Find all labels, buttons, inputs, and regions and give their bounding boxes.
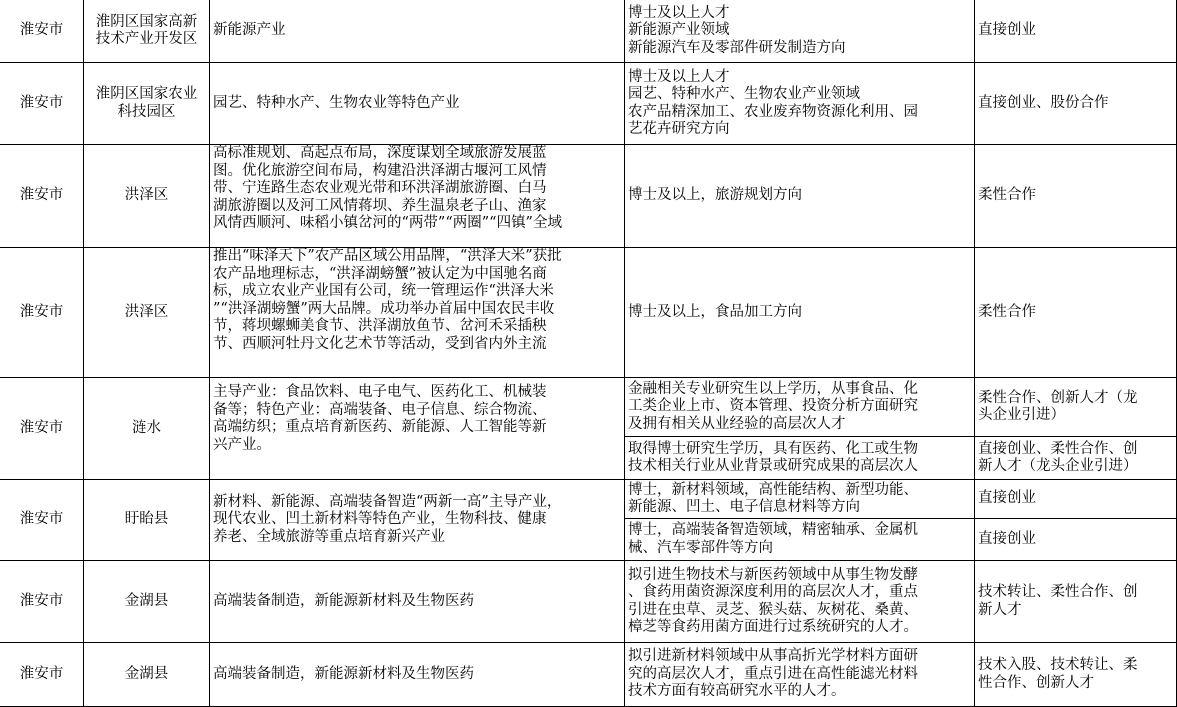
industry-cell-text: 新能源产业	[213, 22, 286, 39]
industry-cell	[210, 480, 625, 561]
talent-requirement-cell	[625, 0, 975, 63]
industry-cell	[210, 63, 625, 145]
district-cell	[84, 480, 210, 561]
talent-requirement-cell	[625, 643, 975, 707]
cooperation-mode-cell	[975, 519, 1177, 561]
city-cell-text: 淮安市	[19, 592, 64, 609]
cooperation-mode-cell-text: 直接创业、股份合作	[978, 94, 1109, 111]
industry-cell-text: 高端装备制造，新能源新材料及生物医药	[213, 665, 474, 682]
industry-cell-text: 主导产业：食品饮料、电子电气、医药化工、机械装 备等；特色产业：高端装备、电子信息、综合物流、 高端纺织；重点培育新医药、新能源、人工智能等新 兴产业。	[213, 384, 547, 453]
district-cell	[84, 561, 210, 643]
industry-cell	[210, 248, 625, 378]
cooperation-mode-cell-text: 技术入股、技术转让、柔 性合作、创新人才	[978, 657, 1138, 691]
district-cell	[84, 378, 210, 480]
district-cell-text: 洪泽区	[124, 303, 169, 320]
city-cell	[0, 378, 84, 480]
cooperation-mode-cell-text: 直接创业	[978, 22, 1036, 39]
talent-requirement-cell-text: 拟引进新材料领域中从事高折光学材料方面研 究的高层次人才，重点引进在高性能滤光材料 技术方面有较高研究水平的人才。	[628, 648, 918, 700]
cooperation-mode-cell	[975, 437, 1177, 480]
district-cell-text: 涟水	[132, 419, 161, 436]
district-cell-text: 淮阴区国家高新 技术产业开发区	[95, 13, 198, 47]
cooperation-mode-cell	[975, 378, 1177, 437]
talent-requirement-cell	[625, 480, 975, 519]
cooperation-mode-cell-text: 直接创业	[978, 530, 1036, 547]
city-cell-text: 淮安市	[19, 511, 64, 528]
city-cell-text: 淮安市	[19, 665, 64, 682]
cooperation-mode-cell	[975, 0, 1177, 63]
cooperation-mode-cell	[975, 63, 1177, 145]
industry-cell-text: 高端装备制造，新能源新材料及生物医药	[213, 592, 474, 609]
cooperation-mode-cell-text: 技术转让、柔性合作、创 新人才	[978, 584, 1138, 618]
city-cell-text: 淮安市	[19, 187, 64, 204]
talent-requirement-cell-text: 博士及以上，食品加工方向	[628, 303, 802, 320]
district-cell	[84, 0, 210, 63]
talent-requirement-cell-text: 取得博士研究生学历，具有医药、化工或生物 技术相关行业从业背景或研究成果的高层次人	[628, 440, 918, 474]
industry-cell	[210, 643, 625, 707]
talent-requirement-cell-text: 博士及以上人才 园艺、特种水产、生物农业产业领域 农产品精深加工、农业废弃物资源化利用、园 艺花卉研究方向	[628, 68, 918, 137]
cooperation-mode-cell	[975, 248, 1177, 378]
industry-cell-text: 推出“味泽天下”农产品区域公用品牌，“洪泽大米”获批 农产品地理标志，“洪泽湖螃蟹”被认定为中国驰名商 标，成立农业产业国有公司，统一管理运作“洪泽大米 ”“洪泽湖螃蟹”两大品牌。成功举办首届中国农民丰收 节，蒋坝螺蛳美食节、洪泽湖放鱼节、岔河禾采插秧 节、西顺河牡丹文化艺术节等活动，受到省内外主流	[213, 248, 562, 352]
city-cell	[0, 643, 84, 707]
cooperation-mode-cell-text: 柔性合作、创新人才（龙 头企业引进）	[978, 389, 1138, 423]
city-cell	[0, 0, 84, 63]
industry-cell	[210, 145, 625, 248]
industry-cell	[210, 0, 625, 63]
city-cell-text: 淮安市	[19, 303, 64, 320]
talent-requirement-cell	[625, 248, 975, 378]
industry-cell	[210, 561, 625, 643]
district-cell-text: 金湖县	[124, 592, 169, 609]
industry-cell-text: 园艺、特种水产、生物农业等特色产业	[213, 94, 460, 111]
cooperation-mode-cell	[975, 561, 1177, 643]
cooperation-mode-cell-text: 直接创业、柔性合作、创 新人才（龙头企业引进）	[978, 440, 1138, 474]
talent-requirement-cell	[625, 378, 975, 437]
cooperation-mode-cell-text: 直接创业	[978, 490, 1036, 507]
cooperation-mode-cell-text: 柔性合作	[978, 303, 1036, 320]
talent-requirement-cell	[625, 519, 975, 561]
city-cell	[0, 561, 84, 643]
talent-requirement-cell	[625, 63, 975, 145]
talent-requirement-cell-text: 金融相关专业研究生以上学历，从事食品、化 工类企业上市、资本管理、投资分析方面研究 及拥有相关从业经验的高层次人才	[628, 380, 918, 432]
talent-requirement-cell	[625, 561, 975, 643]
district-cell-text: 洪泽区	[124, 187, 169, 204]
talent-requirement-cell	[625, 437, 975, 480]
district-cell-text: 金湖县	[124, 665, 169, 682]
talent-requirement-cell-text: 博士及以上人才 新能源产业领域 新能源汽车及零部件研发制造方向	[628, 4, 846, 56]
talent-requirement-cell-text: 博士，新材料领域，高性能结构、新型功能、 新能源、凹土、电子信息材料等方向	[628, 481, 918, 515]
cooperation-mode-cell	[975, 145, 1177, 248]
city-cell	[0, 480, 84, 561]
district-cell	[84, 643, 210, 707]
district-cell	[84, 248, 210, 378]
talent-requirement-cell-text: 拟引进生物技术与新医药领域中从事生物发酵 、食药用菌资源深度利用的高层次人才，重点 引进在虫草、灵芝、猴头菇、灰树花、桑黄、 樟芝等食药用菌方面进行过系统研究的人才。	[628, 566, 918, 635]
city-cell	[0, 248, 84, 378]
city-cell	[0, 63, 84, 145]
talent-requirement-cell-text: 博士，高端装备智造领域，精密轴承、金属机 械、汽车零部件等方向	[628, 522, 918, 556]
talent-requirement-cell	[625, 145, 975, 248]
industry-cell-text: 高标准规划、高起点布局，深度谋划全域旅游发展蓝 图。优化旅游空间布局，构建沿洪泽湖古堰河工风情 带、宁连路生态农业观光带和环洪泽湖旅游圈、白马 湖旅游圈以及河工风情蒋坝、养生温泉老子山、渔家 风情西顺河、味稻小镇岔河的“两带”“两圈”“四镇”全域	[213, 145, 562, 231]
industry-cell	[210, 378, 625, 480]
district-cell	[84, 63, 210, 145]
city-cell	[0, 145, 84, 248]
city-cell-text: 淮安市	[19, 94, 64, 111]
cooperation-mode-cell	[975, 480, 1177, 519]
industry-cell-text: 新材料、新能源、高端装备智造“两新一高”主导产业， 现代农业、凹土新材料等特色产业，生物科技、健康 养老、全域旅游等重点培育新兴产业	[213, 493, 562, 545]
cooperation-mode-cell	[975, 643, 1177, 707]
city-cell-text: 淮安市	[19, 419, 64, 436]
talent-requirement-cell-text: 博士及以上，旅游规划方向	[628, 187, 802, 204]
district-cell-text: 盱眙县	[124, 511, 169, 528]
district-cell	[84, 145, 210, 248]
district-cell-text: 淮阴区国家农业 科技园区	[95, 86, 198, 120]
cooperation-mode-cell-text: 柔性合作	[978, 187, 1036, 204]
city-cell-text: 淮安市	[19, 22, 64, 39]
